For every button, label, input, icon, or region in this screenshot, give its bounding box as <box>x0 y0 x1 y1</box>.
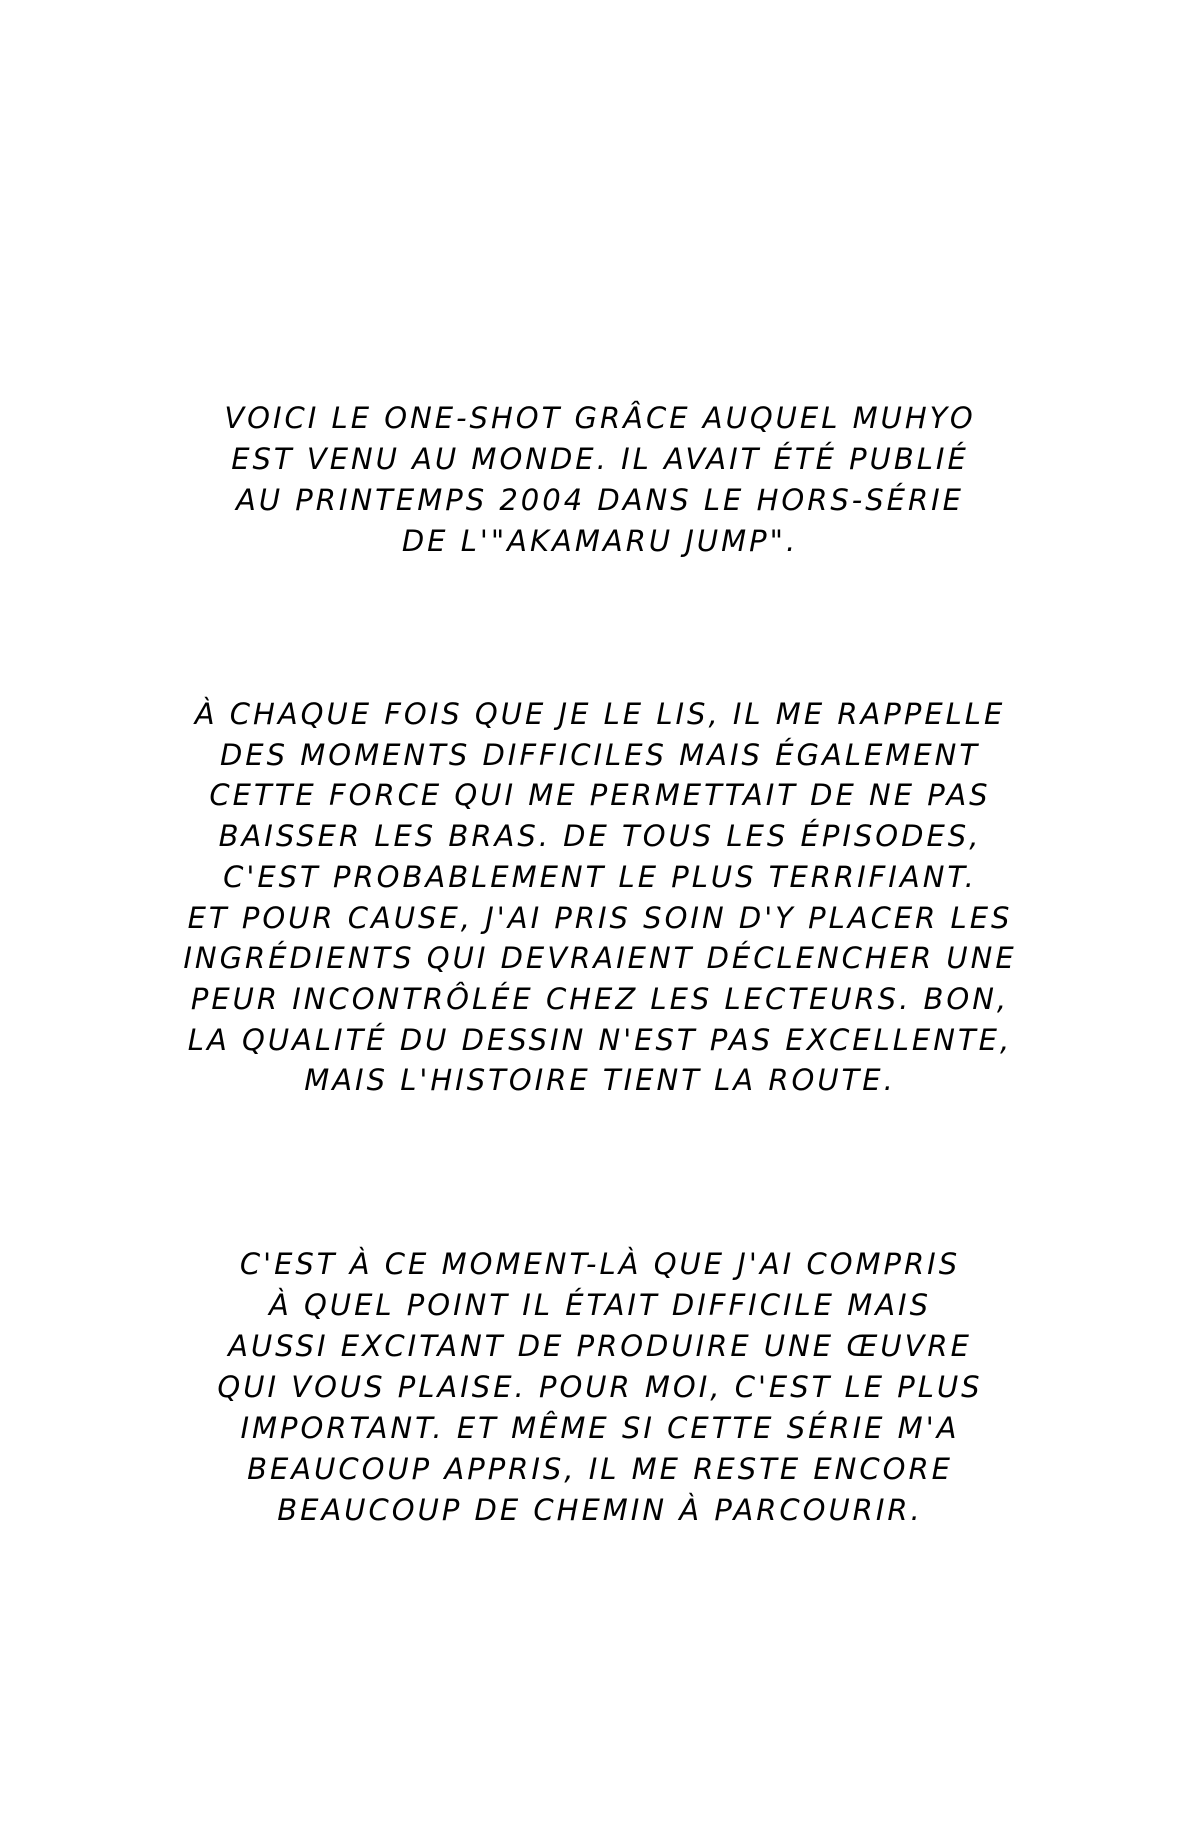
text-line: ET POUR CAUSE, J'AI PRIS SOIN D'Y PLACER LES <box>187 900 1013 935</box>
text-line: EST VENU AU MONDE. IL AVAIT ÉTÉ PUBLIÉ <box>231 442 969 476</box>
text-line: C'EST PROBABLEMENT LE PLUS TERRIFIANT. <box>223 859 977 894</box>
text-line: À CHAQUE FOIS QUE JE LE LIS, IL ME RAPPELLE <box>194 697 1006 731</box>
text-line: BEAUCOUP APPRIS, IL ME RESTE ENCORE <box>247 1452 953 1486</box>
text-line: INGRÉDIENTS QUI DEVRAIENT DÉCLENCHER UNE <box>183 941 1017 976</box>
text-line: IMPORTANT. ET MÊME SI CETTE SÉRIE M'A <box>240 1411 960 1445</box>
paragraph-lessons-learned <box>180 1244 1020 1531</box>
paragraph-difficult-moments <box>180 694 1020 1101</box>
text-line: C'EST À CE MOMENT-LÀ QUE J'AI COMPRIS <box>239 1247 961 1281</box>
text-line: À QUEL POINT IL ÉTAIT DIFFICILE MAIS <box>268 1288 932 1322</box>
text-line: CETTE FORCE QUI ME PERMETTAIT DE NE PAS <box>209 778 991 813</box>
text-line: DES MOMENTS DIFFICILES MAIS ÉGALEMENT <box>219 737 981 772</box>
text-line: VOICI LE ONE-SHOT GRÂCE AUQUEL MUHYO <box>224 401 976 435</box>
text-line: QUI VOUS PLAISE. POUR MOI, C'EST LE PLUS <box>217 1370 983 1404</box>
text-line: MAIS L'HISTOIRE TIENT LA ROUTE. <box>304 1063 896 1098</box>
text-line: DE L'"AKAMARU JUMP". <box>401 524 799 558</box>
text-line: PEUR INCONTRÔLÉE CHEZ LES LECTEURS. BON, <box>190 981 1010 1016</box>
text-line: AU PRINTEMPS 2004 DANS LE HORS-SÉRIE <box>236 483 964 517</box>
paragraph-one-shot-origin <box>180 398 1020 562</box>
text-line: BAISSER LES BRAS. DE TOUS LES ÉPISODES, <box>218 819 982 854</box>
text-line: AUSSI EXCITANT DE PRODUIRE UNE ŒUVRE <box>228 1329 972 1363</box>
text-line: LA QUALITÉ DU DESSIN N'EST PAS EXCELLENTE, <box>187 1022 1013 1057</box>
text-line: BEAUCOUP DE CHEMIN À PARCOURIR. <box>277 1493 923 1527</box>
